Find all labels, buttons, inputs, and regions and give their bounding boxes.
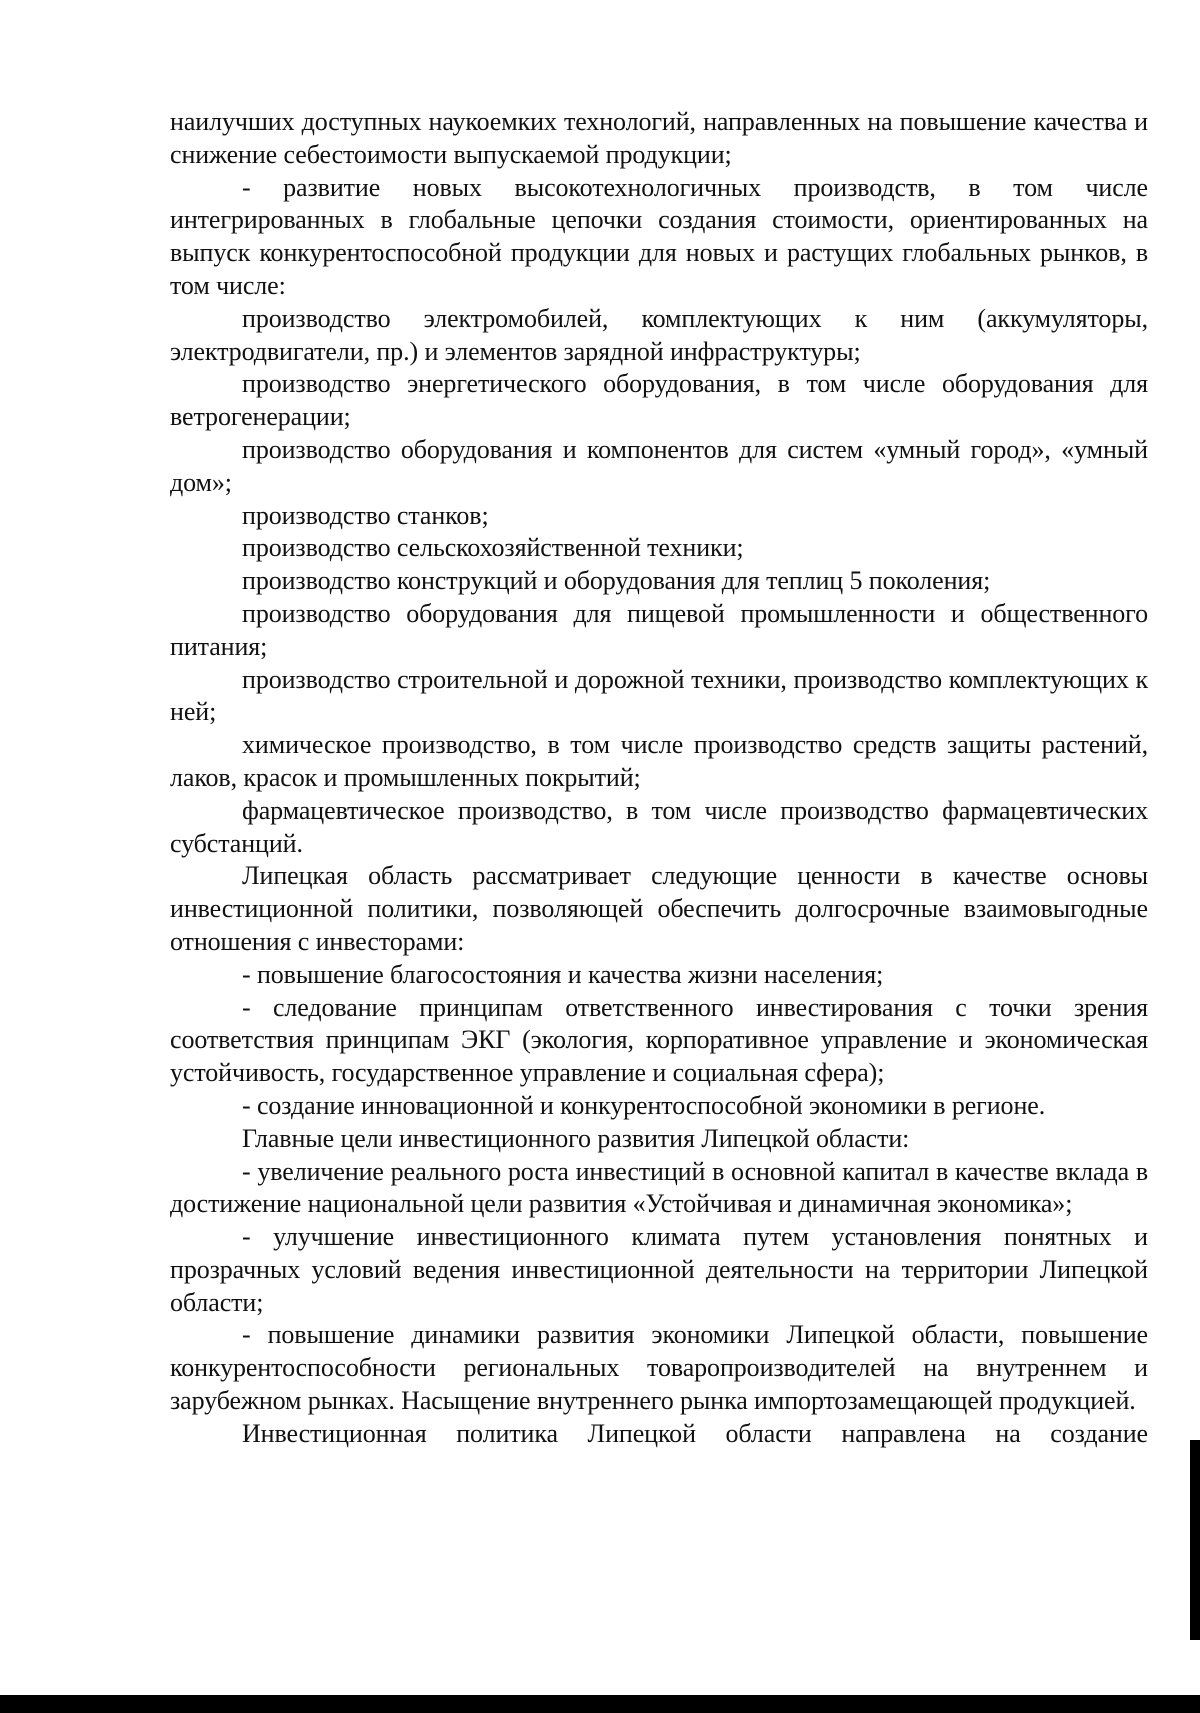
paragraph: производство строительной и дорожной техники, производство комплектующих к ней; xyxy=(170,664,1148,727)
paragraph: - создание инновационной и конкурентоспособной экономики в регионе. xyxy=(242,1090,1046,1120)
document-body xyxy=(170,106,1148,1451)
paragraph: - развитие новых высокотехнологичных производств, в том числе интегрированных в глобальные цепочки создания стоимости, ориентированных на выпуск конкурентоспособной продукции для новых и растущих глобальных рынков, в том числе: xyxy=(170,172,1148,300)
paragraph: производство оборудования для пищевой промышленности и общественного питания; xyxy=(170,598,1148,661)
paragraph: Липецкая область рассматривает следующие ценности в качестве основы инвестиционной политики, позволяющей обеспечить долгосрочные взаимовыгодные отношения с инвесторами: xyxy=(170,861,1148,956)
paragraph: - увеличение реального роста инвестиций в основной капитал в качестве вклада в достижение национальной цели развития «Устойчивая и динамичная экономика»; xyxy=(170,1156,1148,1219)
paragraph: химическое производство, в том числе производство средств защиты растений, лаков, красок и промышленных покрытий; xyxy=(170,730,1148,792)
paragraph: - улучшение инвестиционного климата путем установления понятных и прозрачных условий ведения инвестиционной деятельности на территории Липецкой области; xyxy=(170,1222,1148,1317)
paragraph: производство энергетического оборудования, в том числе оборудования для ветрогенерации; xyxy=(170,369,1148,432)
scan-edge-shadow xyxy=(1190,1440,1200,1640)
paragraph: фармацевтическое производство, в том числе производство фармацевтических субстанций. xyxy=(170,795,1148,858)
paragraph: производство оборудования и компонентов для систем «умный город», «умный дом»; xyxy=(170,434,1148,497)
paragraph-continued: Инвестиционная политика Липецкой области направлена на создание xyxy=(242,1418,1148,1448)
paragraph: Главные цели инвестиционного развития Липецкой области: xyxy=(242,1123,910,1153)
paragraph: производство электромобилей, комплектующих к ним (аккумуляторы, электродвигатели, пр.) и элементов зарядной инфраструктуры; xyxy=(170,303,1148,366)
paragraph: производство конструкций и оборудования для теплиц 5 поколения; xyxy=(242,566,991,596)
paragraph: - следование принципам ответственного инвестирования с точки зрения соответствия принципам ЭКГ (экология, корпоративное управление и экономическая устойчивость, государственное управление и социальная сфера); xyxy=(170,992,1148,1088)
paragraph: производство станков; xyxy=(242,500,489,530)
paragraph: производство сельскохозяйственной техники; xyxy=(242,533,744,563)
paragraph: - повышение благосостояния и качества жизни населения; xyxy=(242,959,884,989)
paragraph: наилучших доступных наукоемких технологий, направленных на повышение качества и снижение себестоимости выпускаемой продукции; xyxy=(170,107,1148,169)
scan-bottom-border xyxy=(0,1695,1200,1713)
paragraph: - повышение динамики развития экономики Липецкой области, повышение конкурентоспособности региональных товаропроизводителей на внутреннем и зарубежном рынках. Насыщение внутреннего рынка импортозамещающей продукцией. xyxy=(170,1320,1148,1416)
